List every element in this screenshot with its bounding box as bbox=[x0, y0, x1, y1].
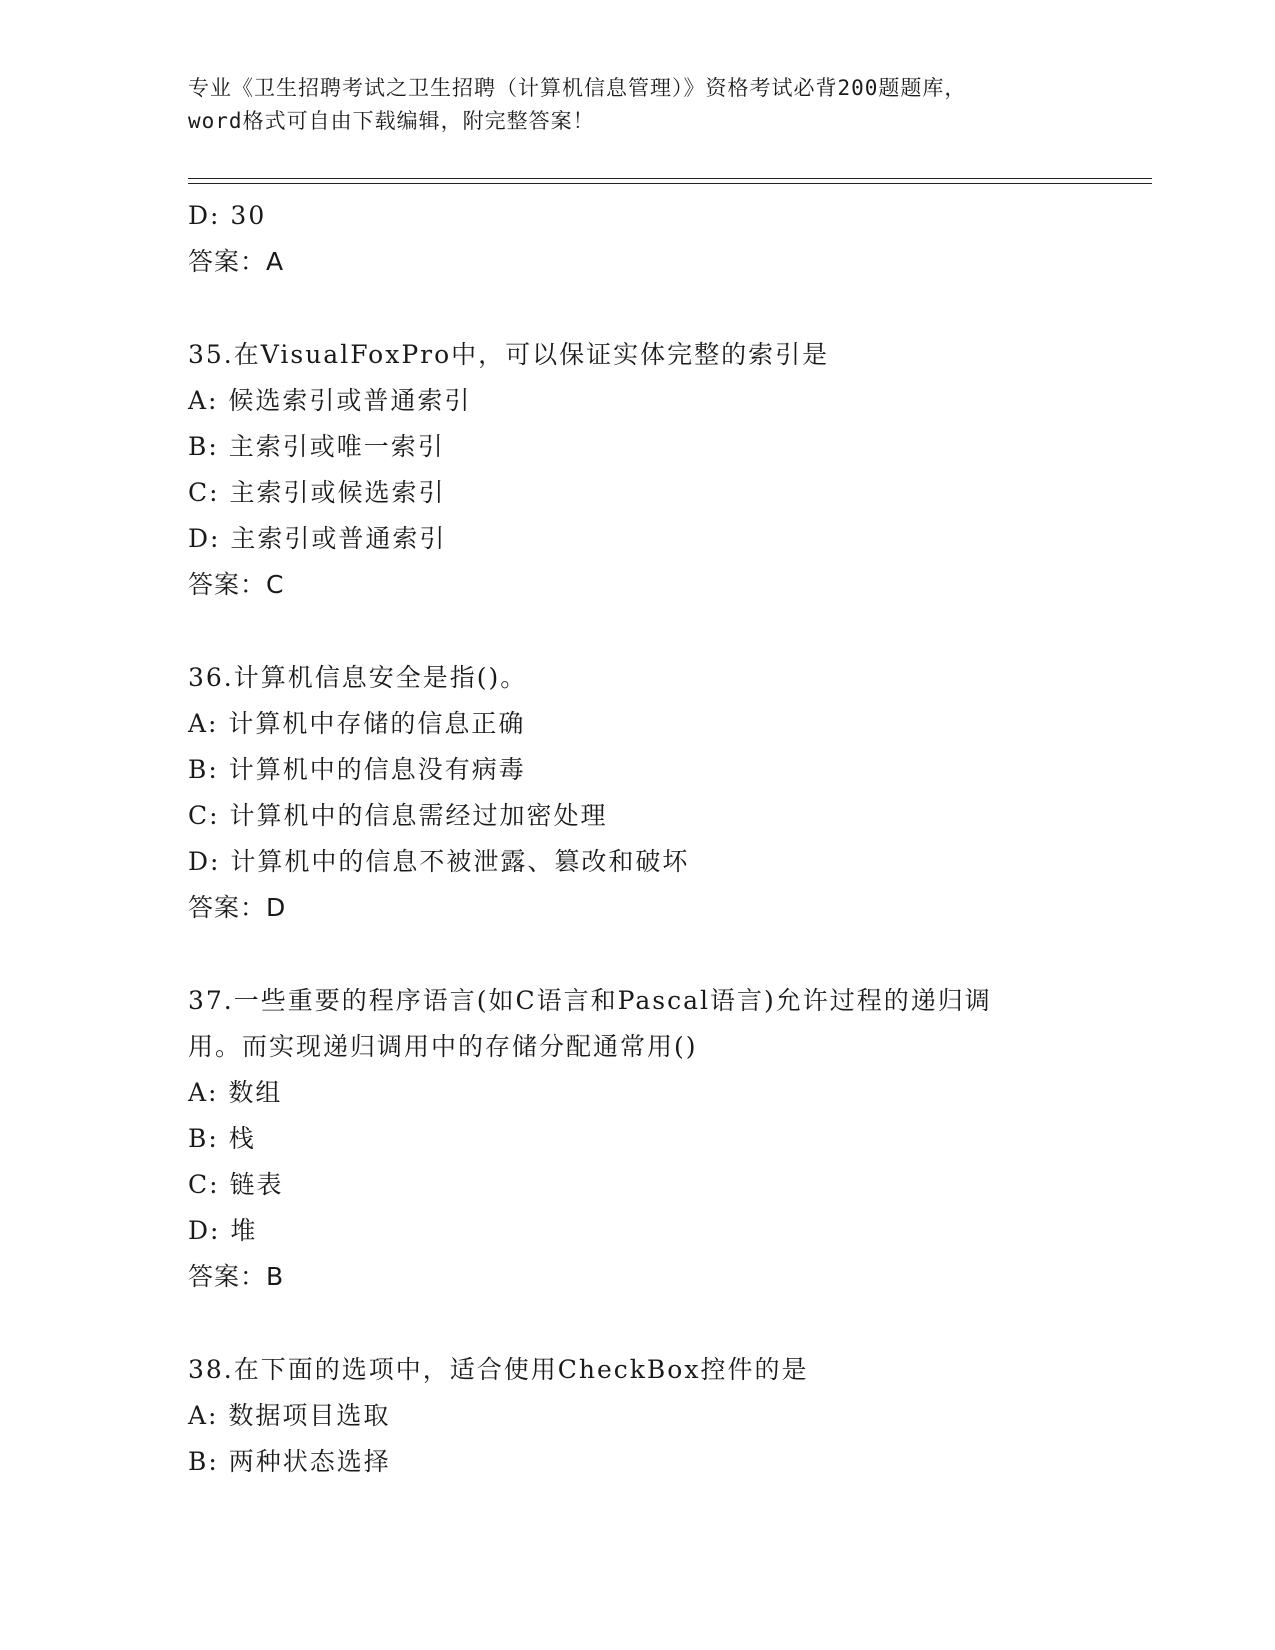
spacer bbox=[188, 285, 1128, 332]
prev-answer: 答案：A bbox=[188, 247, 285, 276]
option-a: A: 数组 bbox=[188, 1078, 283, 1107]
question-stem-line-1: 37.一些重要的程序语言(如C语言和Pascal语言)允许过程的递归调 bbox=[188, 986, 992, 1015]
option-b: B: 计算机中的信息没有病毒 bbox=[188, 755, 526, 784]
question-37 bbox=[188, 978, 1128, 1300]
option-b: B: 栈 bbox=[188, 1124, 256, 1153]
question-stem: 36.计算机信息安全是指()。 bbox=[188, 663, 528, 692]
header-line-2: word格式可自由下载编辑，附完整答案！ bbox=[188, 109, 595, 133]
spacer bbox=[188, 608, 1128, 655]
question-35 bbox=[188, 332, 1128, 608]
answer: 答案：B bbox=[188, 1262, 285, 1291]
header-rule-top bbox=[188, 178, 1152, 179]
document-header bbox=[188, 72, 1088, 138]
answer: 答案：D bbox=[188, 893, 287, 922]
option-d: D: 主索引或普通索引 bbox=[188, 524, 447, 553]
spacer bbox=[188, 931, 1128, 978]
option-a: A: 数据项目选取 bbox=[188, 1401, 391, 1430]
option-b: B: 主索引或唯一索引 bbox=[188, 432, 445, 461]
option-c: C: 计算机中的信息需经过加密处理 bbox=[188, 801, 608, 830]
option-d: D: 堆 bbox=[188, 1216, 258, 1245]
option-c: C: 链表 bbox=[188, 1170, 284, 1199]
question-36 bbox=[188, 655, 1128, 931]
question-stem-line-2: 用。而实现递归调用中的存储分配通常用() bbox=[188, 1032, 698, 1061]
answer: 答案：C bbox=[188, 570, 285, 599]
question-stem: 35.在VisualFoxPro中，可以保证实体完整的索引是 bbox=[188, 340, 830, 369]
prev-option-d: D: 30 bbox=[188, 201, 267, 230]
question-38 bbox=[188, 1347, 1128, 1485]
option-c: C: 主索引或候选索引 bbox=[188, 478, 446, 507]
option-d: D: 计算机中的信息不被泄露、篡改和破坏 bbox=[188, 847, 690, 876]
option-a: A: 候选索引或普通索引 bbox=[188, 386, 472, 415]
header-rule-bottom bbox=[188, 183, 1152, 184]
spacer bbox=[188, 1300, 1128, 1347]
header-line-1: 专业《卫生招聘考试之卫生招聘（计算机信息管理）》资格考试必背200题题库， bbox=[188, 76, 967, 100]
question-stem: 38.在下面的选项中，适合使用CheckBox控件的是 bbox=[188, 1355, 809, 1384]
question-list bbox=[188, 193, 1128, 1485]
option-a: A: 计算机中存储的信息正确 bbox=[188, 709, 526, 738]
option-b: B: 两种状态选择 bbox=[188, 1447, 391, 1476]
